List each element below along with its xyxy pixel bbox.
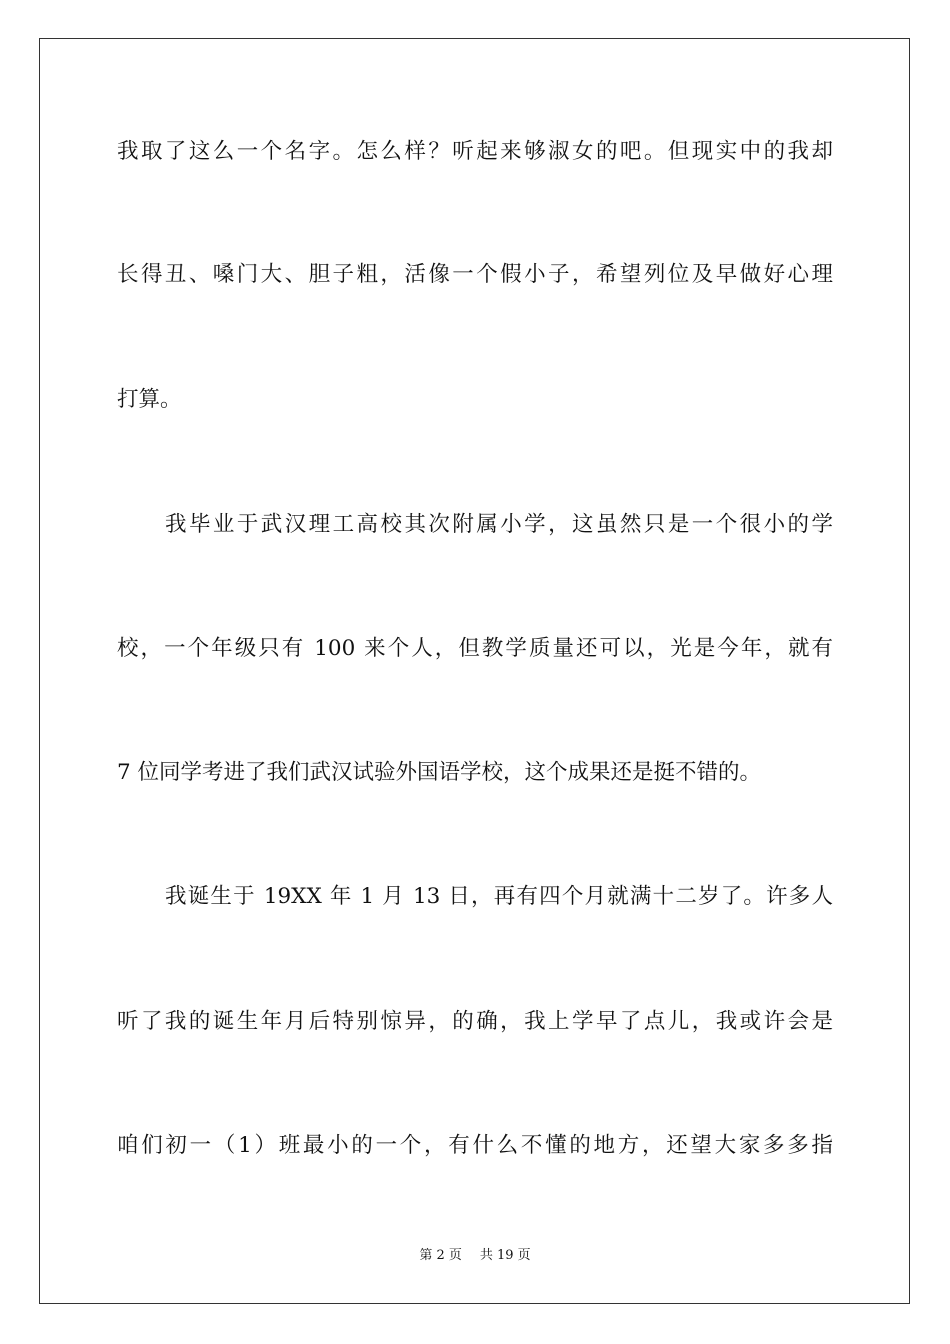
text-line-9: 咱们初一（1）班最小的一个，有什么不懂的地方，还望大家多多指	[117, 1133, 833, 1158]
text-line-6: 7 位同学考进了我们武汉试验外国语学校，这个成果还是挺不错的。	[117, 760, 762, 785]
page-frame	[39, 38, 910, 1304]
page-number: 第 2 页	[419, 1248, 462, 1263]
page-footer	[0, 1247, 950, 1265]
text-line-3: 打算。	[117, 387, 182, 412]
text-line-8: 听了我的诞生年月后特别惊异，的确，我上学早了点儿，我或许会是	[117, 1009, 833, 1034]
text-line-5: 校，一个年级只有 100 来个人，但教学质量还可以，光是今年，就有	[117, 636, 833, 661]
text-line-7: 我诞生于 19XX 年 1 月 13 日，再有四个月就满十二岁了。许多人	[165, 884, 833, 909]
text-line-4: 我毕业于武汉理工高校其次附属小学，这虽然只是一个很小的学	[165, 512, 833, 537]
text-line-2: 长得丑、嗓门大、胆子粗，活像一个假小子，希望列位及早做好心理	[117, 262, 833, 287]
text-line-1: 我取了这么一个名字。怎么样？听起来够淑女的吧。但现实中的我却	[117, 139, 833, 164]
page-total: 共 19 页	[479, 1248, 531, 1263]
